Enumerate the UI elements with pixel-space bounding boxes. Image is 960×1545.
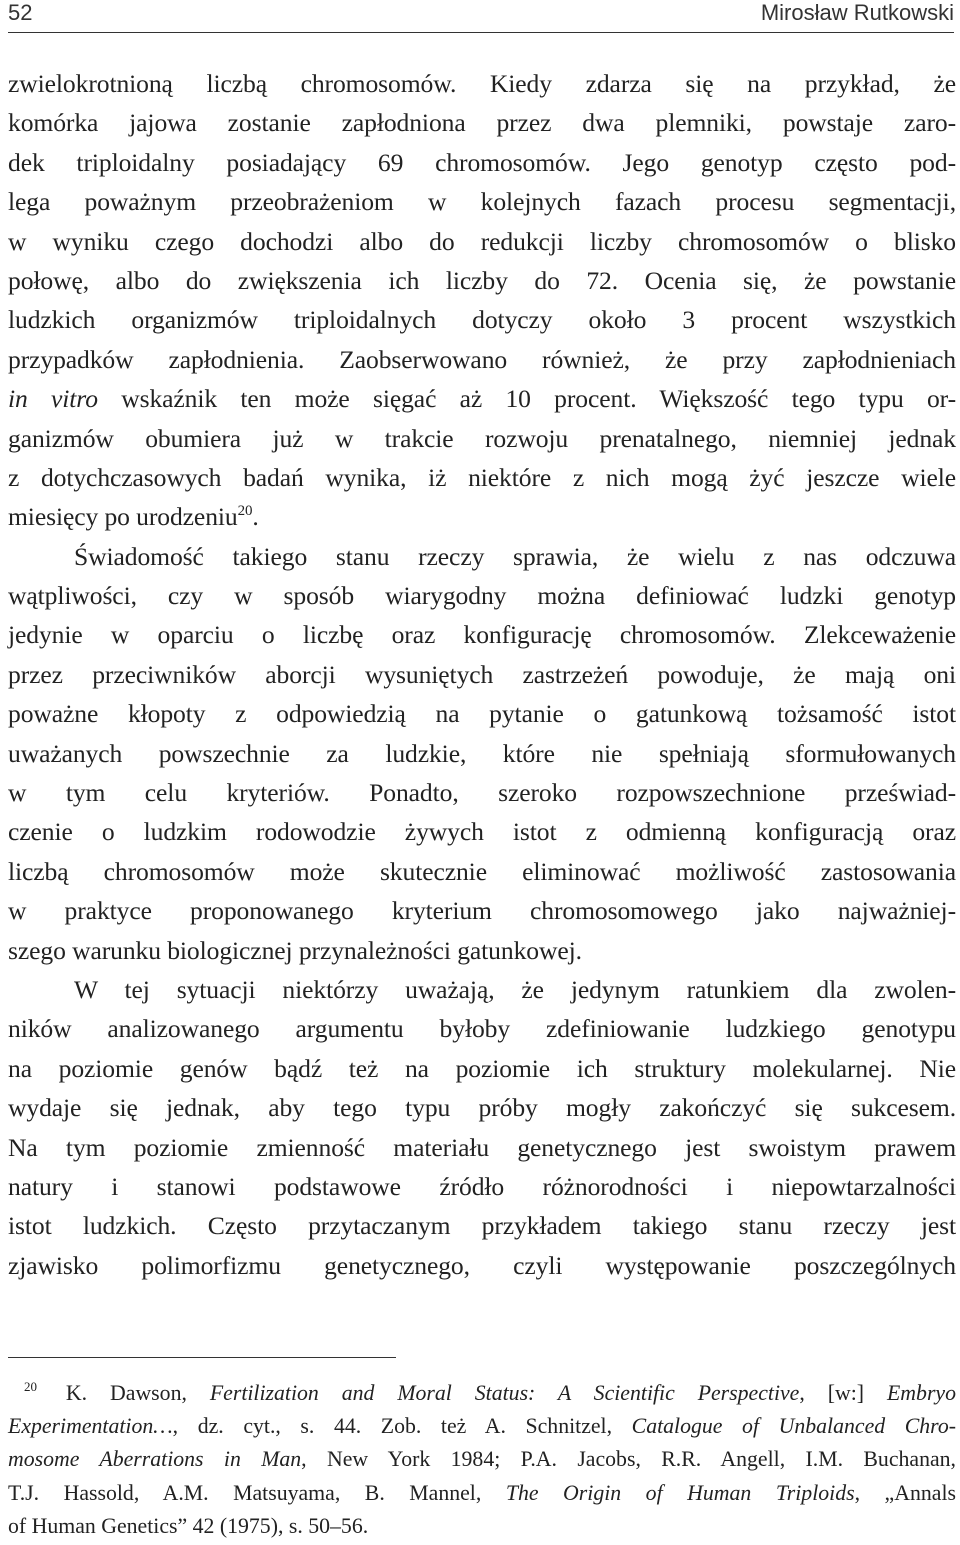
text-line: Na tym poziomie zmienność materiału genetycznego jest swoistym prawem — [8, 1132, 956, 1162]
text-line: przez przeciwników aborcji wysuniętych zastrzeżeń powoduje, że mają oni — [8, 659, 956, 689]
italic-term: in vitro — [8, 384, 98, 414]
text-line: Świadomość takiego stanu rzeczy sprawia, że wielu z nas odczuwa — [74, 541, 956, 571]
running-header-author: Mirosław Rutkowski — [760, 0, 954, 25]
paragraph-3 — [8, 970, 956, 1285]
text-line: na poziomie genów bądź też na poziomie ich struktury molekularnej. Nie — [8, 1053, 956, 1083]
text-line: W tej sytuacji niektórzy uważają, że jedynym ratunkiem dla zwolen- — [74, 974, 956, 1004]
text-line: ludzkich organizmów triploidalnych dotyczy około 3 procent wszystkich — [8, 305, 956, 335]
text-line: natury i stanowi podstawowe źródło różnorodności i niepowtarzalności — [8, 1171, 956, 1201]
text-line: komórka jajowa zostanie zapłodniona przez dwa plemniki, powstaje zaro- — [8, 108, 956, 138]
text-line: istot ludzkich. Często przytaczanym przykładem takiego stanu rzeczy jest — [8, 1211, 956, 1241]
text-line: połowę, albo do zwiększenia ich liczby do 72. Ocenia się, że powstanie — [8, 265, 956, 295]
footnote-ref[interactable]: 20 — [237, 503, 253, 520]
text-line: w praktyce proponowanego kryterium chromosomowego jako najważniej- — [8, 896, 956, 926]
text-line: jedynie w oparciu o liczbę oraz konfigurację chromosomów. Zlekceważenie — [8, 620, 956, 650]
text-line: lega poważnym przeobrażeniom w kolejnych fazach procesu segmentacji, — [8, 187, 956, 217]
text-line: liczbą chromosomów może skutecznie eliminować możliwość zastosowania — [8, 856, 956, 886]
text-line: szego warunku biologicznej przynależności gatunkowej. — [8, 935, 582, 965]
text-line: dek triploidalny posiadający 69 chromosomów. Jego genotyp często pod- — [8, 147, 956, 177]
footnote-number: 20 — [24, 1379, 37, 1394]
text-line: czenie o ludzkim rodowodzie żywych istot z odmienną konfiguracją oraz — [8, 817, 956, 847]
text-line: z dotychczasowych badań wynika, iż niektóre z nich mogą żyć jeszcze wiele — [8, 462, 956, 492]
text-line: ganizmów obumiera już w trakcie rozwoju prenatalnego, niemniej jednak — [8, 423, 956, 453]
page-number: 52 — [8, 0, 33, 25]
body-text — [8, 64, 956, 1285]
footnote-line: of Human Genetics” 42 (1975), s. 50–56. — [8, 1513, 369, 1538]
footnote-line: Experimentation…, dz. cyt., s. 44. Zob. też A. Schnitzel, Catalogue of Unbalanced Chro- — [8, 1414, 956, 1439]
footnote-line: mosome Aberrations in Man, New York 1984; P.A. Jacobs, R.R. Angell, I.M. Buchanan, — [8, 1447, 956, 1472]
paragraph-1 — [8, 64, 956, 537]
footnote — [8, 1377, 956, 1543]
text-line: ników analizowanego argumentu byłoby zdefiniowanie ludzkiego genotypu — [8, 1014, 956, 1044]
text-line: wątpliwości, czy w sposób wiarygodny można definiować ludzki genotyp — [8, 581, 956, 611]
running-header — [8, 0, 954, 33]
text-line: w wyniku czego dochodzi albo do redukcji liczby chromosomów o blisko — [8, 226, 956, 256]
paragraph-2 — [8, 537, 956, 970]
footnote-line: T.J. Hassold, A.M. Matsuyama, B. Mannel, The Origin of Human Triploids, „Annals — [8, 1480, 956, 1505]
text-line: w tym celu kryteriów. Ponadto, szeroko rozpowszechnione przeświad- — [8, 778, 956, 808]
text-line: wydaje się jednak, aby tego typu próby mogły zakończyć się sukcesem. — [8, 1093, 956, 1123]
footnote-separator — [8, 1357, 396, 1358]
text-line: uważanych powszechnie za ludzkie, które nie spełniają sformułowanych — [8, 738, 956, 768]
footnote-line: $^{20}$ K. Dawson, Fertilization and Moral Status: A Scientific Perspective, [w:] Embryo — [24, 1379, 956, 1405]
text-line: przypadków zapłodnienia. Zaobserwowano również, że przy zapłodnieniach — [8, 344, 956, 374]
text-line: miesięcy po urodzeniu$^{20}$. — [8, 502, 259, 532]
text-line: in vitro wskaźnik ten może sięgać aż 10 procent. Większość tego typu or- — [8, 384, 956, 414]
text-line: poważne kłopoty z odpowiedzią na pytanie o gatunkową tożsamość istot — [8, 699, 956, 729]
text-line: zjawisko polimorfizmu genetycznego, czyli występowanie poszczególnych — [8, 1250, 956, 1280]
text-line: zwielokrotnioną liczbą chromosomów. Kiedy zdarza się na przykład, że — [8, 69, 956, 98]
